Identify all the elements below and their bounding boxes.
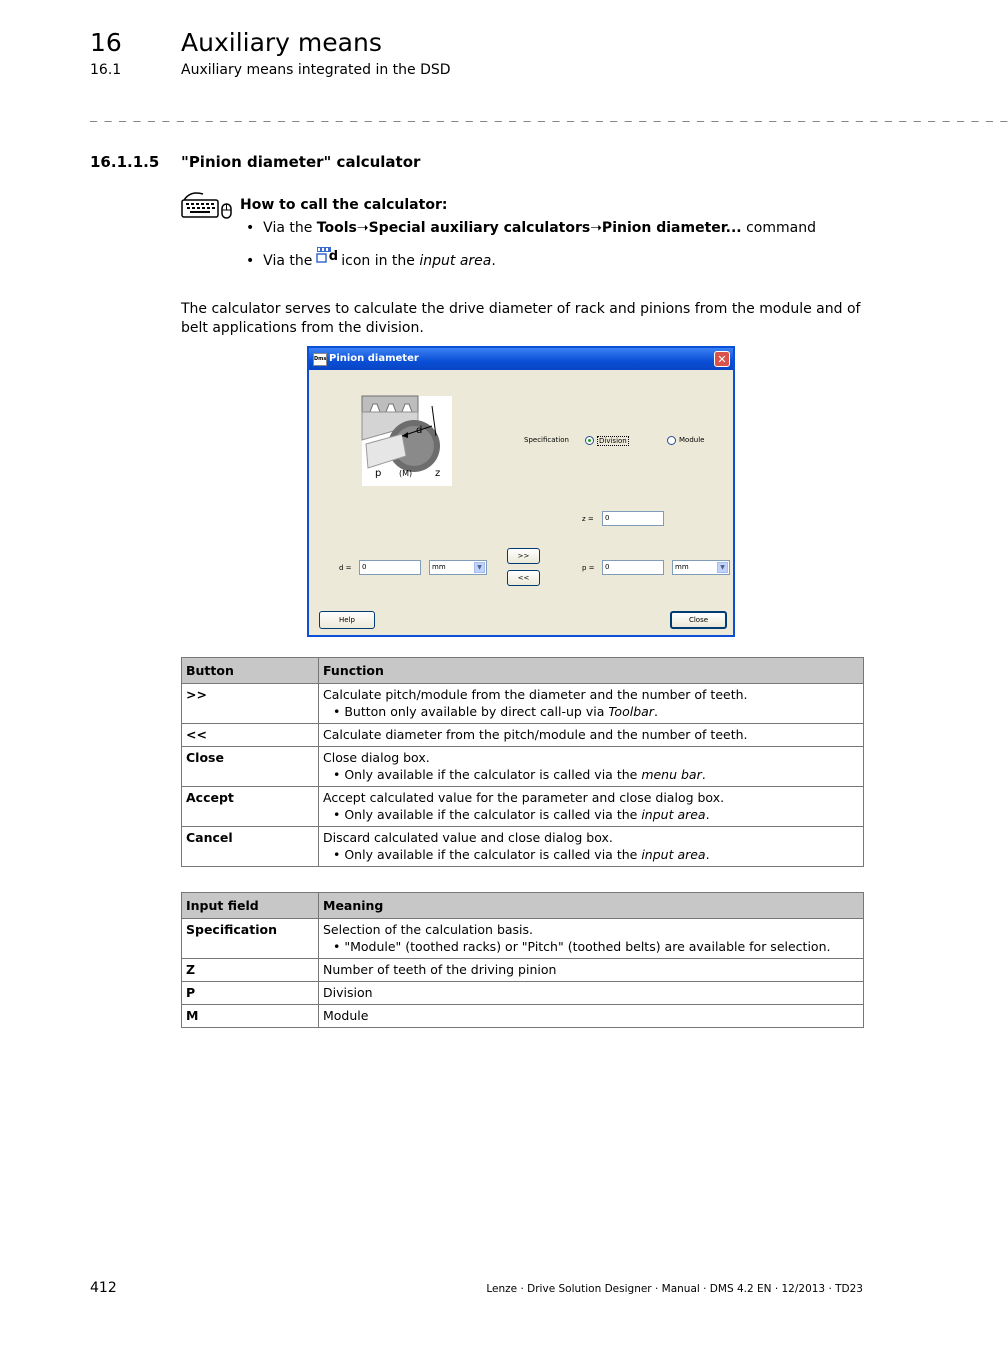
howto-bullet-menu: • Via the Tools➝Special auxiliary calculators➝Pinion diameter... command bbox=[246, 220, 816, 236]
column-header: Input field bbox=[182, 893, 319, 919]
chevron-down-icon[interactable]: ▼ bbox=[717, 562, 728, 573]
image-label-d: d bbox=[416, 425, 423, 436]
chevron-down-icon[interactable]: ▼ bbox=[474, 562, 485, 573]
input-field-name: Z bbox=[182, 959, 319, 982]
header-separator: _ _ _ _ _ _ _ _ _ _ _ _ _ _ _ _ _ _ _ _ _ _ _ _ _ _ _ _ _ _ _ _ _ _ _ _ _ _ _ _ _ _ _ _ _ _ _ _ _ _ _ _ _ _ _ _ _ _ _ _ _ _ _ _ bbox=[90, 108, 1008, 122]
d-label: d = bbox=[339, 564, 352, 572]
bullet-middle: icon in the bbox=[336, 253, 420, 269]
chapter-number: 16 bbox=[90, 28, 122, 57]
input-field-name: M bbox=[182, 1005, 319, 1028]
radio-division-label[interactable]: Division bbox=[599, 437, 627, 445]
dialog-titlebar bbox=[309, 348, 733, 370]
dialog-title: Pinion diameter bbox=[329, 353, 419, 364]
button-name: Accept bbox=[182, 787, 319, 827]
footer-text: Lenze · Drive Solution Designer · Manual · DMS 4.2 EN · 12/2013 · TD23 bbox=[486, 1283, 863, 1295]
howto-heading: How to call the calculator: bbox=[240, 197, 448, 213]
radio-module-label[interactable]: Module bbox=[679, 436, 705, 444]
button-function: Close dialog box. • Only available if the calculator is called via the menu bar. bbox=[319, 747, 864, 787]
image-label-m: (M) bbox=[399, 469, 413, 478]
p-label: p = bbox=[582, 564, 595, 572]
table-row bbox=[182, 684, 864, 724]
help-button[interactable]: Help bbox=[319, 611, 375, 629]
howto-bullet-icon: • Via the d icon in the input area. bbox=[246, 249, 496, 269]
button-function: Accept calculated value for the parameter and close dialog box. • Only available if the calculator is called via the input area. bbox=[319, 787, 864, 827]
menu-command-path: Tools➝Special auxiliary calculators➝Pinion diameter... bbox=[316, 220, 742, 236]
button-name: Close bbox=[182, 747, 319, 787]
z-input[interactable]: 0 bbox=[602, 511, 664, 526]
input-field-name: P bbox=[182, 982, 319, 1005]
radio-division[interactable] bbox=[585, 436, 594, 445]
input-field-name: Specification bbox=[182, 919, 319, 959]
input-field-meaning: Division bbox=[319, 982, 864, 1005]
input-field-meaning: Module bbox=[319, 1005, 864, 1028]
chapter-title: Auxiliary means bbox=[181, 28, 382, 57]
column-header: Meaning bbox=[319, 893, 864, 919]
p-input[interactable]: 0 bbox=[602, 560, 664, 575]
button-name: >> bbox=[182, 684, 319, 724]
table-header-row bbox=[182, 893, 864, 919]
pinion-calculator-icon bbox=[317, 250, 337, 266]
button-function: Discard calculated value and close dialog box. • Only available if the calculator is called via the input area. bbox=[319, 827, 864, 867]
button-function-table bbox=[181, 657, 864, 867]
icon-letter: d bbox=[328, 249, 339, 264]
d-input[interactable]: 0 bbox=[359, 560, 421, 575]
back-button[interactable]: << bbox=[507, 570, 540, 586]
d-unit-value: mm bbox=[432, 563, 446, 571]
table-row bbox=[182, 919, 864, 959]
page-number: 412 bbox=[90, 1280, 117, 1296]
p-unit-value: mm bbox=[675, 563, 689, 571]
dialog-body bbox=[309, 370, 733, 635]
input-field-meaning: Number of teeth of the driving pinion bbox=[319, 959, 864, 982]
bullet-suffix: command bbox=[741, 220, 816, 236]
image-label-z: z bbox=[435, 468, 441, 479]
close-icon[interactable]: ✕ bbox=[714, 351, 730, 367]
forward-button[interactable]: >> bbox=[507, 548, 540, 564]
z-label: z = bbox=[582, 515, 594, 523]
image-label-p: p bbox=[375, 468, 382, 479]
table-header-row bbox=[182, 658, 864, 684]
bullet-prefix: Via the bbox=[263, 253, 317, 269]
subsection-heading bbox=[90, 153, 421, 171]
close-button[interactable]: Close bbox=[670, 611, 727, 629]
subsection-title: "Pinion diameter" calculator bbox=[181, 153, 421, 171]
table-row bbox=[182, 982, 864, 1005]
table-row bbox=[182, 1005, 864, 1028]
input-field-meaning: Selection of the calculation basis. • "Module" (toothed racks) or "Pitch" (toothed belts) are available for selection. bbox=[319, 919, 864, 959]
p-unit-select[interactable] bbox=[672, 560, 730, 575]
input-field-table bbox=[181, 892, 864, 1028]
bullet-end: . bbox=[491, 253, 496, 269]
description-paragraph: The calculator serves to calculate the drive diameter of rack and pinions from the module and of belt applications from the division. bbox=[181, 301, 861, 336]
app-icon: Dms bbox=[313, 353, 327, 366]
specification-label: Specification bbox=[524, 436, 569, 444]
column-header: Function bbox=[319, 658, 864, 684]
button-name: << bbox=[182, 724, 319, 747]
table-row bbox=[182, 787, 864, 827]
keyboard-mouse-icon bbox=[181, 190, 233, 220]
button-name: Cancel bbox=[182, 827, 319, 867]
table-row bbox=[182, 747, 864, 787]
pinion-rack-illustration bbox=[362, 396, 452, 486]
table-row bbox=[182, 827, 864, 867]
input-area-text: input area bbox=[419, 253, 492, 269]
d-unit-select[interactable] bbox=[429, 560, 487, 575]
pinion-diameter-dialog bbox=[307, 346, 735, 637]
radio-module[interactable] bbox=[667, 436, 676, 445]
bullet-prefix: Via the bbox=[263, 220, 317, 236]
subsection-number: 16.1.1.5 bbox=[90, 153, 160, 171]
button-function: Calculate pitch/module from the diameter and the number of teeth. • Button only available by direct call-up via Toolbar. bbox=[319, 684, 864, 724]
button-function: Calculate diameter from the pitch/module and the number of teeth. bbox=[319, 724, 864, 747]
section-number: 16.1 bbox=[90, 62, 122, 78]
table-row bbox=[182, 959, 864, 982]
table-row bbox=[182, 724, 864, 747]
section-title: Auxiliary means integrated in the DSD bbox=[181, 62, 451, 78]
column-header: Button bbox=[182, 658, 319, 684]
